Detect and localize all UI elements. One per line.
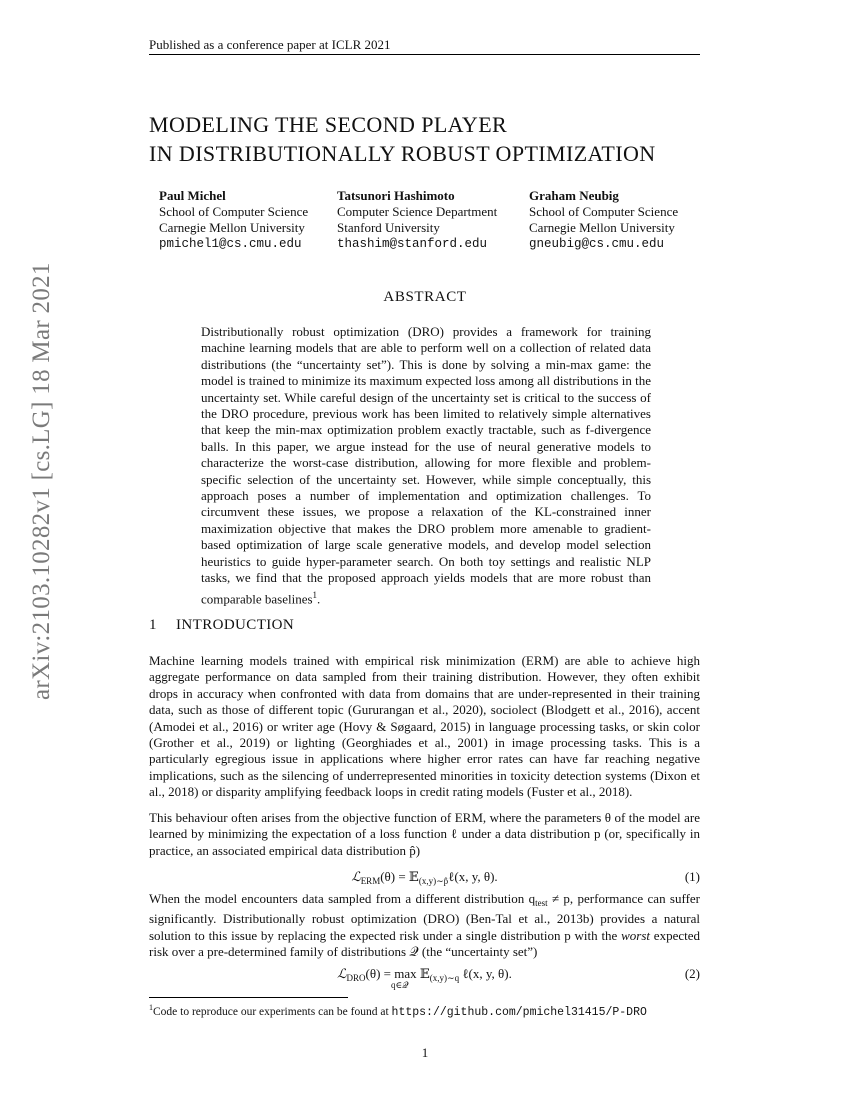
author-affiliation: Computer Science Department [337,204,498,219]
author-name: Tatsunori Hashimoto [337,188,455,203]
abstract-end: . [317,590,321,606]
section-heading [149,617,294,634]
author-institution: Stanford University [337,220,440,235]
paragraph-2: This behaviour often arises from the objective function of ERM, where the parameters θ of the model are learned by minimizing the expectation of a loss function ℓ under a data distribution p (or, specifically in practice, an associated empirical data distribution p̂) [149,810,700,858]
author-affiliation: School of Computer Science [159,204,309,219]
eq2-lhs-sub: DRO [346,973,366,983]
footnote-text: Code to reproduce our experiments can be found at [153,1005,392,1018]
author-email: pmichel1@cs.cmu.edu [159,237,302,251]
p3-text-a: When the model encounters data sampled from a different distribution q [149,891,536,906]
p3-emphasis: worst [621,927,651,943]
eq1-lhs-sub: ERM [360,876,381,886]
author-email: thashim@stanford.edu [337,237,488,251]
footnote-rule [149,997,348,998]
eq2-rhs-a: (θ) = max 𝔼 [365,966,430,981]
equation-number: (1) [684,869,700,884]
p3-text-c: expected risk over a pre-determined family of distributions 𝒬 (the “uncertainty set”) [149,927,700,960]
paragraph-3 [149,891,700,961]
eq1-rhs-a: (θ) = 𝔼 [380,869,419,884]
paper-title-line-1: MODELING THE SECOND PLAYER [149,112,508,137]
eq2-max-subscript: q∈𝒬 [391,980,409,990]
eq1-rhs-sub: (x,y)∼p̂ [418,876,449,886]
abstract-body [201,324,651,607]
author-email: gneubig@cs.cmu.edu [529,237,665,251]
running-header: Published as a conference paper at ICLR 2021 [149,37,391,52]
eq1-lhs: ℒ [351,869,361,884]
eq2-lhs: ℒ [337,966,347,981]
author-name: Paul Michel [159,188,226,203]
equation-2 [149,966,700,996]
author-block [529,188,678,252]
paper-title-line-2: IN DISTRIBUTIONALLY ROBUST OPTIMIZATION [149,141,656,166]
author-affiliation: School of Computer Science [529,204,679,219]
abstract-text: Distributionally robust optimization (DRO) provides a framework for training machine learning models that are able to perform well on a collection of related data distributions (the “uncertainty set”). This is done by solving a min-max game: the model is trained to minimize its maximum expected loss among all distributions in the uncertainty set. While careful design of the uncertainty set is critical to the success of the DRO procedure, previous work has been limited to relatively simple alternatives that keep the min-max optimization problem exactly tractable, such as f-divergence balls. In this paper, we argue instead for the use of neural generative models to characterize the worst-case distribution, allowing for more flexible and problem-specific selection of the uncertainty set. However, while simple conceptually, this approach poses a number of implementation and optimization challenges. To circumvent these issues, we propose a relaxation of the KL-constrained inner maximization objective that makes the DRO problem more amenable to gradient-based optimization of large scale generative models, and develop model selection heuristics to guide hyper-parameter search. On both toy settings and realistic NLP tasks, we find that the proposed approach yields models that are more robust than comparable baselines [201,324,651,606]
eq2-rhs-b: ℓ(x, y, θ). [459,966,512,981]
footnote-marker: 1 [312,589,318,600]
paragraph-1: Machine learning models trained with empirical risk minimization (ERM) are able to achieve high aggregate performance on data sampled from their training distribution. However, they often exhibit drops in accuracy when confronted with data from domains that are under-represented in their training data, such as those of different topic (Gururangan et al., 2020), sociolect (Blodgett et al., 2016), accent (Amodei et al., 2016) or writer age (Hovy & Søgaard, 2015) in language processing tasks, or skin color (Grother et al., 2019) or lighting (Georghiades et al., 2001) in image processing tasks. This is a particularly egregious issue in applications where higher error rates can have far reaching negative implications, such as the silencing of underrepresented minorities in toxicity detection systems (Dixon et al., 2018) or disparity amplifying feedback loops in credit rating models (Fuster et al., 2018). [149,653,700,800]
footnote [149,1003,647,1019]
eq2-rhs-sub: (x,y)∼q [429,973,460,983]
footnote-url-link[interactable]: https://github.com/pmichel31415/P-DRO [391,1005,647,1019]
p3-sub: test [535,898,548,908]
section-number: 1 [149,617,157,633]
arxiv-side-stamp: arXiv:2103.10282v1 [cs.LG] 18 Mar 2021 [28,262,55,700]
equation-1-formula [149,869,700,887]
header-rule [149,54,700,55]
eq1-rhs-b: ℓ(x, y, θ). [448,869,498,884]
equation-1 [149,869,700,887]
equation-number: (2) [684,966,700,981]
page-number: 1 [421,1045,429,1060]
equation-2-formula [149,966,700,984]
author-name: Graham Neubig [529,188,619,203]
author-institution: Carnegie Mellon University [529,220,675,235]
footnote-mark: 1 [149,1003,153,1012]
abstract-heading: ABSTRACT [383,289,467,305]
author-block [159,188,308,252]
author-institution: Carnegie Mellon University [159,220,305,235]
p3-text-b: ≠ p, performance can suffer significantly. Distributionally robust optimization (DRO) (Ben-Tal et al., 2013b) provides a natural solution to this issue by replacing the expected risk under a single distribution p with the [149,891,700,943]
author-block [337,188,497,252]
section-title: INTRODUCTION [176,617,295,633]
